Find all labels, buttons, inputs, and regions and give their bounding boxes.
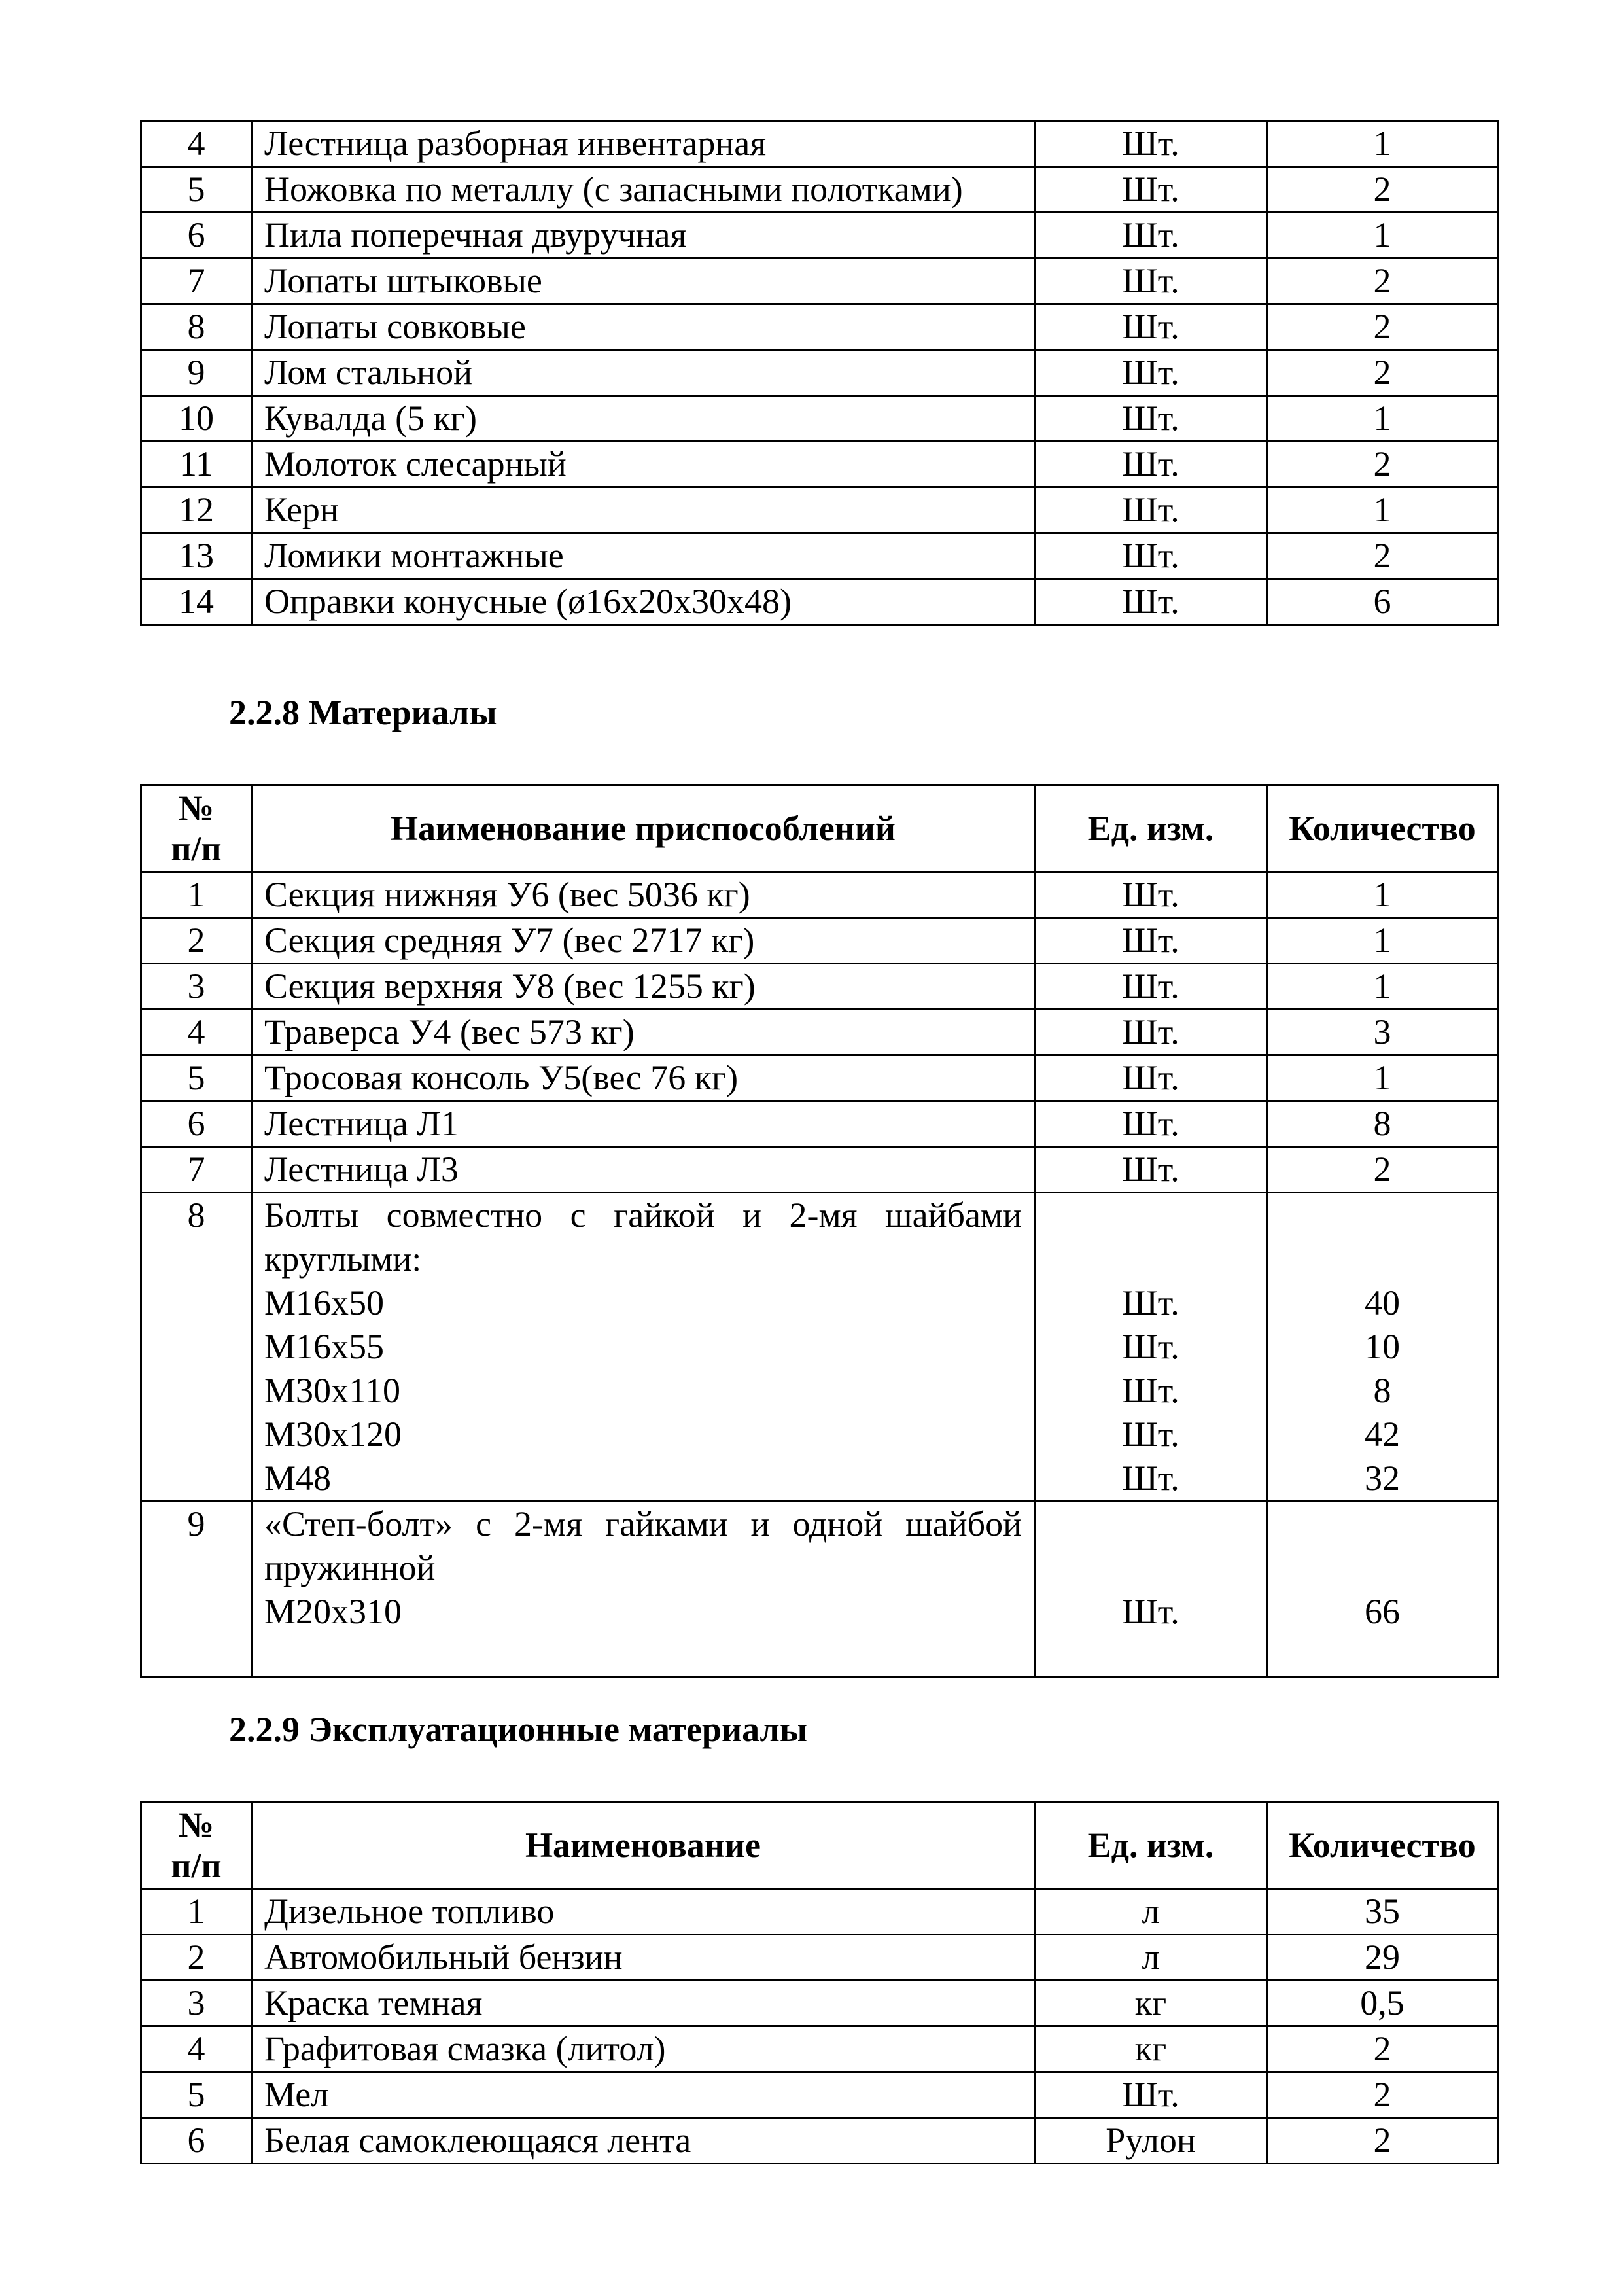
bolt-unit: Шт. <box>1122 1327 1179 1366</box>
row-unit: Шт. <box>1035 121 1267 167</box>
table-row <box>141 258 1498 304</box>
table-row <box>141 213 1498 258</box>
num-abbr: п/п <box>171 1846 222 1885</box>
row-unit: Шт. <box>1035 964 1267 1010</box>
row-qty: 2 <box>1267 304 1498 350</box>
row-name: Лестница Л3 <box>252 1147 1035 1193</box>
bolt-qty: 32 <box>1365 1458 1400 1498</box>
row-unit: Шт. <box>1035 1010 1267 1055</box>
bolt-size: М16х50 <box>264 1283 385 1322</box>
row-qty: 3 <box>1267 1010 1498 1055</box>
col-header-name: Наименование приспособлений <box>252 785 1035 872</box>
table-row <box>141 964 1498 1010</box>
row-unit: Шт. <box>1035 1147 1267 1193</box>
table-row <box>141 167 1498 213</box>
row-unit: Шт. <box>1035 533 1267 579</box>
table-row <box>141 487 1498 533</box>
row-qty: 2 <box>1267 258 1498 304</box>
row-name: Лопаты штыковые <box>252 258 1035 304</box>
row-name: Секция средняя У7 (вес 2717 кг) <box>252 918 1035 964</box>
row-name: Лестница разборная инвентарная <box>252 121 1035 167</box>
row-unit: л <box>1035 1889 1267 1935</box>
row-num: 8 <box>141 304 252 350</box>
row-name: Керн <box>252 487 1035 533</box>
bolt-size: М16х55 <box>264 1327 385 1366</box>
table-row <box>141 2072 1498 2118</box>
row-name: Мел <box>252 2072 1035 2118</box>
bolt-unit: Шт. <box>1122 1283 1179 1322</box>
row-qty: 1 <box>1267 396 1498 442</box>
materials-heading: 2.2.8 Материалы <box>229 693 497 732</box>
row-num: 6 <box>141 1101 252 1147</box>
table-row <box>141 1193 1498 1502</box>
row-qty: 2 <box>1267 442 1498 487</box>
row-num: 1 <box>141 872 252 918</box>
row-name: Лестница Л1 <box>252 1101 1035 1147</box>
row-qty: 2 <box>1267 167 1498 213</box>
bolt-qty: 40 <box>1365 1283 1400 1322</box>
row-num: 4 <box>141 121 252 167</box>
row-qty: 1 <box>1267 872 1498 918</box>
row-name: Молоток слесарный <box>252 442 1035 487</box>
row-name: Оправки конусные (ø16х20х30х48) <box>252 579 1035 625</box>
table-row <box>141 2026 1498 2072</box>
row-unit: л <box>1035 1935 1267 1981</box>
row-qty: 2 <box>1267 1147 1498 1193</box>
table-row <box>141 1147 1498 1193</box>
row-unit: Шт. <box>1035 1101 1267 1147</box>
row-name: Лопаты совковые <box>252 304 1035 350</box>
row-unit: Шт. <box>1035 872 1267 918</box>
row-num: 9 <box>141 350 252 396</box>
row-qty: 8 <box>1267 1101 1498 1147</box>
row-num: 2 <box>141 1935 252 1981</box>
row-qty: 2 <box>1267 533 1498 579</box>
row-qty: 1 <box>1267 213 1498 258</box>
row-num: 1 <box>141 1889 252 1935</box>
row-unit: Шт. <box>1035 579 1267 625</box>
row-num: 7 <box>141 258 252 304</box>
row-unit: Шт. <box>1035 350 1267 396</box>
row-name: Дизельное топливо <box>252 1889 1035 1935</box>
row-qty: 1 <box>1267 1055 1498 1101</box>
row-name: Графитовая смазка (литол) <box>252 2026 1035 2072</box>
row-num: 8 <box>141 1193 252 1502</box>
step-bolt-qty: 66 <box>1365 1592 1400 1631</box>
row-qty: 1 <box>1267 964 1498 1010</box>
row-name: Краска темная <box>252 1981 1035 2026</box>
bolts-description: Болты совместно с гайкой и 2-мя шайбами круглыми: <box>264 1195 1022 1279</box>
row-name: Тросовая консоль У5(вес 76 кг) <box>252 1055 1035 1101</box>
row-name: Траверса У4 (вес 573 кг) <box>252 1010 1035 1055</box>
row-num: 6 <box>141 213 252 258</box>
row-qty: 6 <box>1267 579 1498 625</box>
row-num: 2 <box>141 918 252 964</box>
col-header-qty: Количество <box>1267 785 1498 872</box>
col-header-qty: Количество <box>1267 1802 1498 1889</box>
table-row <box>141 1981 1498 2026</box>
table-row <box>141 350 1498 396</box>
row-qty <box>1267 1193 1498 1502</box>
row-qty: 2 <box>1267 2118 1498 2164</box>
row-num: 12 <box>141 487 252 533</box>
row-unit: Шт. <box>1035 1055 1267 1101</box>
row-qty: 1 <box>1267 487 1498 533</box>
row-qty: 35 <box>1267 1889 1498 1935</box>
row-num: 6 <box>141 2118 252 2164</box>
row-name: Ломики монтажные <box>252 533 1035 579</box>
step-bolt-unit: Шт. <box>1122 1592 1179 1631</box>
row-unit: Шт. <box>1035 213 1267 258</box>
table-row <box>141 396 1498 442</box>
row-num: 4 <box>141 1010 252 1055</box>
row-name: Секция нижняя У6 (вес 5036 кг) <box>252 872 1035 918</box>
table-row <box>141 2118 1498 2164</box>
row-qty: 2 <box>1267 350 1498 396</box>
materials-table <box>140 784 1499 1678</box>
num-sign: № <box>178 788 215 828</box>
row-name: Пила поперечная двуручная <box>252 213 1035 258</box>
row-unit: Шт. <box>1035 167 1267 213</box>
col-header-num <box>141 1802 252 1889</box>
row-unit: Шт. <box>1035 304 1267 350</box>
bolt-unit: Шт. <box>1122 1371 1179 1410</box>
table-row <box>141 1502 1498 1677</box>
table-row <box>141 579 1498 625</box>
table-row <box>141 1889 1498 1935</box>
row-name: Ножовка по металлу (с запасными полотками) <box>252 167 1035 213</box>
row-qty: 1 <box>1267 918 1498 964</box>
row-unit <box>1035 1502 1267 1677</box>
bolt-size: М30х110 <box>264 1371 401 1410</box>
row-num: 10 <box>141 396 252 442</box>
bolt-qty: 42 <box>1365 1415 1400 1454</box>
row-unit: Шт. <box>1035 258 1267 304</box>
col-header-unit: Ед. изм. <box>1035 785 1267 872</box>
row-unit: Шт. <box>1035 918 1267 964</box>
row-qty <box>1267 1502 1498 1677</box>
row-num: 7 <box>141 1147 252 1193</box>
row-name: Секция верхняя У8 (вес 1255 кг) <box>252 964 1035 1010</box>
table-row <box>141 1101 1498 1147</box>
row-num: 3 <box>141 964 252 1010</box>
row-qty: 2 <box>1267 2072 1498 2118</box>
row-name: Автомобильный бензин <box>252 1935 1035 1981</box>
step-bolt-size: М20х310 <box>264 1592 402 1631</box>
row-unit: Шт. <box>1035 396 1267 442</box>
row-qty: 29 <box>1267 1935 1498 1981</box>
row-num: 5 <box>141 2072 252 2118</box>
row-unit: кг <box>1035 2026 1267 2072</box>
row-unit: Шт. <box>1035 487 1267 533</box>
table-header-row <box>141 785 1498 872</box>
row-unit: кг <box>1035 1981 1267 2026</box>
num-abbr: п/п <box>171 829 222 868</box>
bolt-size: М30х120 <box>264 1415 402 1454</box>
table-row <box>141 872 1498 918</box>
col-header-name: Наименование <box>252 1802 1035 1889</box>
row-num: 5 <box>141 167 252 213</box>
row-name <box>252 1502 1035 1677</box>
row-unit <box>1035 1193 1267 1502</box>
bolt-qty: 8 <box>1373 1371 1391 1410</box>
row-unit: Шт. <box>1035 2072 1267 2118</box>
row-name <box>252 1193 1035 1502</box>
row-name: Кувалда (5 кг) <box>252 396 1035 442</box>
row-num: 13 <box>141 533 252 579</box>
tools-table <box>140 120 1499 626</box>
row-qty: 1 <box>1267 121 1498 167</box>
table-row <box>141 533 1498 579</box>
table-row <box>141 1935 1498 1981</box>
table-row <box>141 304 1498 350</box>
row-name: Лом стальной <box>252 350 1035 396</box>
bolt-unit: Шт. <box>1122 1458 1179 1498</box>
step-bolt-description: «Степ-болт» с 2-мя гайками и одной шайбой пружинной <box>264 1504 1022 1587</box>
row-unit: Шт. <box>1035 442 1267 487</box>
row-name: Белая самоклеющаяся лента <box>252 2118 1035 2164</box>
row-unit: Рулон <box>1035 2118 1267 2164</box>
consumables-table <box>140 1801 1499 2164</box>
bolt-qty: 10 <box>1365 1327 1400 1366</box>
row-num: 11 <box>141 442 252 487</box>
row-qty: 0,5 <box>1267 1981 1498 2026</box>
table-row <box>141 442 1498 487</box>
row-num: 5 <box>141 1055 252 1101</box>
table-row <box>141 121 1498 167</box>
col-header-unit: Ед. изм. <box>1035 1802 1267 1889</box>
num-sign: № <box>178 1805 215 1845</box>
bolt-unit: Шт. <box>1122 1415 1179 1454</box>
table-header-row <box>141 1802 1498 1889</box>
table-row <box>141 918 1498 964</box>
row-num: 9 <box>141 1502 252 1677</box>
row-num: 14 <box>141 579 252 625</box>
bolt-size: М48 <box>264 1458 332 1498</box>
row-qty: 2 <box>1267 2026 1498 2072</box>
consumables-heading: 2.2.9 Эксплуатационные материалы <box>229 1710 808 1749</box>
col-header-num <box>141 785 252 872</box>
row-num: 4 <box>141 2026 252 2072</box>
table-row <box>141 1010 1498 1055</box>
table-row <box>141 1055 1498 1101</box>
row-num: 3 <box>141 1981 252 2026</box>
